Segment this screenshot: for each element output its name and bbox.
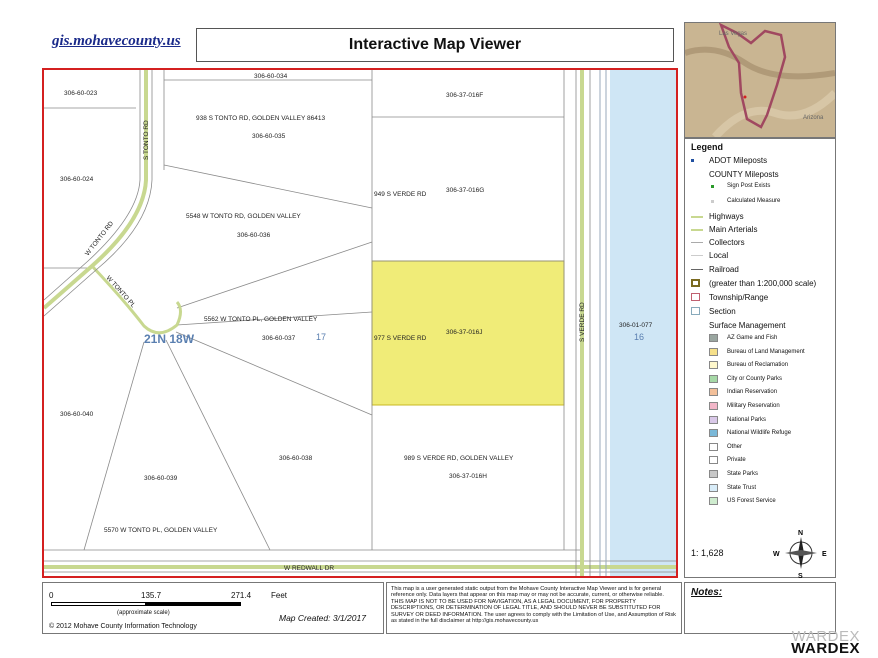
legend-item: Calculated Measure <box>727 198 781 204</box>
compass-e: E <box>822 551 827 558</box>
parcel-id: 306-37-016F <box>446 92 484 99</box>
scale-tick: 271.4 <box>231 591 252 600</box>
parcel-id: 306-60-037 <box>262 335 296 342</box>
legend-item: Surface Management <box>709 321 786 330</box>
parcel-address: 977 S VERDE RD <box>374 335 427 342</box>
scale-bar-black <box>146 602 241 606</box>
notes-label: Notes: <box>691 587 723 598</box>
adot-milepost-icon <box>691 159 694 162</box>
surface-label: State Trust <box>727 484 757 491</box>
surface-swatch <box>709 443 718 451</box>
surface-swatch <box>709 361 718 369</box>
watermark: WARDEX <box>791 640 860 657</box>
surface-swatch <box>709 456 718 464</box>
legend-item: Railroad <box>709 265 739 274</box>
collector-line-icon <box>691 242 703 243</box>
north-arrow-icon <box>773 527 829 579</box>
township-range-icon <box>691 293 700 301</box>
legend-item: Section <box>709 307 736 316</box>
road-label: W REDWALL DR <box>284 565 335 572</box>
railroad-line-icon <box>691 269 703 270</box>
road-label: W TONTO PL <box>104 274 137 310</box>
map-title-text: Interactive Map Viewer <box>348 36 522 53</box>
legend-item: Local <box>709 251 729 260</box>
legend-item: Township/Range <box>709 293 769 302</box>
surface-swatch <box>709 416 718 424</box>
surface-label: Private <box>727 457 746 464</box>
road-label: S VERDE RD <box>579 302 586 342</box>
road-label: W TONTO RD <box>84 220 116 258</box>
section-label: 16 <box>634 332 645 342</box>
surface-swatch <box>709 497 718 505</box>
parcel-id: 306-60-038 <box>279 455 313 462</box>
legend-panel <box>684 138 836 578</box>
parcel-address: 989 S VERDE RD, GOLDEN VALLEY <box>404 455 514 462</box>
legend-title: Legend <box>691 142 724 152</box>
surface-swatch <box>709 375 718 383</box>
parcel-id: 306-01-077 <box>619 322 653 329</box>
surface-label: Military Reservation <box>727 403 780 409</box>
calculated-measure-icon <box>711 200 714 203</box>
surface-label: Bureau of Reclamation <box>727 362 789 369</box>
parcel-id: 306-60-036 <box>237 232 271 239</box>
road-label: S TONTO RD <box>143 120 150 160</box>
legend-item: Main Arterials <box>709 225 758 234</box>
parcel-address: 5562 W TONTO PL, GOLDEN VALLEY <box>204 316 318 323</box>
surface-label: City or County Parks <box>727 375 783 382</box>
surface-label: National Parks <box>727 416 767 423</box>
parcel-map[interactable] <box>44 70 676 576</box>
surface-swatch <box>709 388 718 396</box>
surface-swatch <box>709 348 718 356</box>
surface-label: Indian Reservation <box>727 389 778 396</box>
surface-swatch <box>709 334 718 342</box>
sign-post-icon <box>711 185 714 188</box>
overview-label: Arizona <box>803 115 824 121</box>
surface-label: State Parks <box>727 471 759 477</box>
parcel-address: 5548 W TONTO RD, GOLDEN VALLEY <box>186 213 301 220</box>
scale-tick: 0 <box>49 591 54 600</box>
compass-n: N <box>798 530 804 537</box>
surface-swatch <box>709 470 718 478</box>
surface-label: National Wildlife Refuge <box>727 430 792 437</box>
surface-swatch <box>709 484 718 492</box>
compass-s: S <box>798 573 803 579</box>
map-created: Map Created: 3/1/2017 <box>279 613 366 623</box>
parcel-id: 306-60-039 <box>144 475 178 482</box>
township-label: 21N 18W <box>144 332 195 346</box>
parcel-address: 938 S TONTO RD, GOLDEN VALLEY 86413 <box>196 115 326 122</box>
scale-box-icon <box>691 279 700 287</box>
scale-unit: Feet <box>271 591 288 600</box>
parcel-id: 306-37-016G <box>446 187 485 194</box>
parcel-address: 5570 W TONTO PL, GOLDEN VALLEY <box>104 527 218 534</box>
local-line-icon <box>691 255 703 256</box>
scale-bar-panel <box>42 582 384 634</box>
map-title <box>196 28 674 62</box>
site-link[interactable] <box>46 22 194 62</box>
disclaimer: This map is a user generated static output from the Mohave County Interactive Map Viewer and is for general reference only. Data layers that appear on this map may or may not be accurate, current, or otherwise reliable. THIS MAP IS NOT TO BE USED FOR NAVIGATION, AS A LEGAL DOCUMENT, FOR PROPERTY DESCRIPTIONS, OR DETERMINATION OF LEGAL TITLE, AND SHOULD NEVER BE SUBSTITUTED FOR SURVEY OR DEED INFORMATION. The user agrees to comply with the Limitation of Use, and Assumption of Risk as stated in the full disclaimer at http://gis.mohavecounty.us <box>386 582 682 634</box>
section-label: 17 <box>316 332 327 342</box>
arterial-line-icon <box>691 229 703 231</box>
legend-item: ADOT Mileposts <box>709 156 768 165</box>
surface-swatch <box>709 402 718 410</box>
overview-map <box>684 22 836 138</box>
compass-w: W <box>773 551 780 558</box>
surface-label: Other <box>727 443 743 450</box>
parcel-address: 949 S VERDE RD <box>374 191 427 198</box>
scale-ratio: 1: 1,628 <box>691 548 724 558</box>
parcel-id: 306-60-023 <box>64 90 98 97</box>
surface-label: AZ Game and Fish <box>727 335 778 341</box>
site-link-text[interactable]: gis.mohavecounty.us <box>52 33 181 49</box>
copyright: © 2012 Mohave County Information Technology <box>49 623 197 630</box>
scale-tick: 135.7 <box>141 591 162 600</box>
overview-label: Las Vegas <box>719 31 748 37</box>
surface-label: Bureau of Land Management <box>727 348 805 355</box>
parcel-id: 306-60-034 <box>254 73 288 80</box>
legend-item: Highways <box>709 212 744 221</box>
scale-note: (approximate scale) <box>117 610 170 616</box>
surface-swatch <box>709 429 718 437</box>
overview-svg <box>685 23 835 137</box>
legend-item: Collectors <box>709 238 745 247</box>
parcel-id: 306-60-035 <box>252 133 286 140</box>
parcel-id: 306-60-024 <box>60 176 94 183</box>
scale-bar-white <box>51 602 146 606</box>
legend-item: COUNTY Mileposts <box>709 170 779 179</box>
parcel-id: 306-37-016H <box>449 473 487 480</box>
surface-label: US Forest Service <box>727 498 776 505</box>
watermark-ghost: WARDEX <box>791 628 860 645</box>
legend-item: (greater than 1:200,000 scale) <box>709 279 817 288</box>
parcel-id: 306-37-016J <box>446 329 483 336</box>
map-view[interactable] <box>42 68 678 578</box>
highway-line-icon <box>691 216 703 218</box>
legend-item: Sign Post Exists <box>727 183 771 189</box>
notes-panel <box>684 582 836 634</box>
parcel-id: 306-60-040 <box>60 411 94 418</box>
section-icon <box>691 307 700 315</box>
